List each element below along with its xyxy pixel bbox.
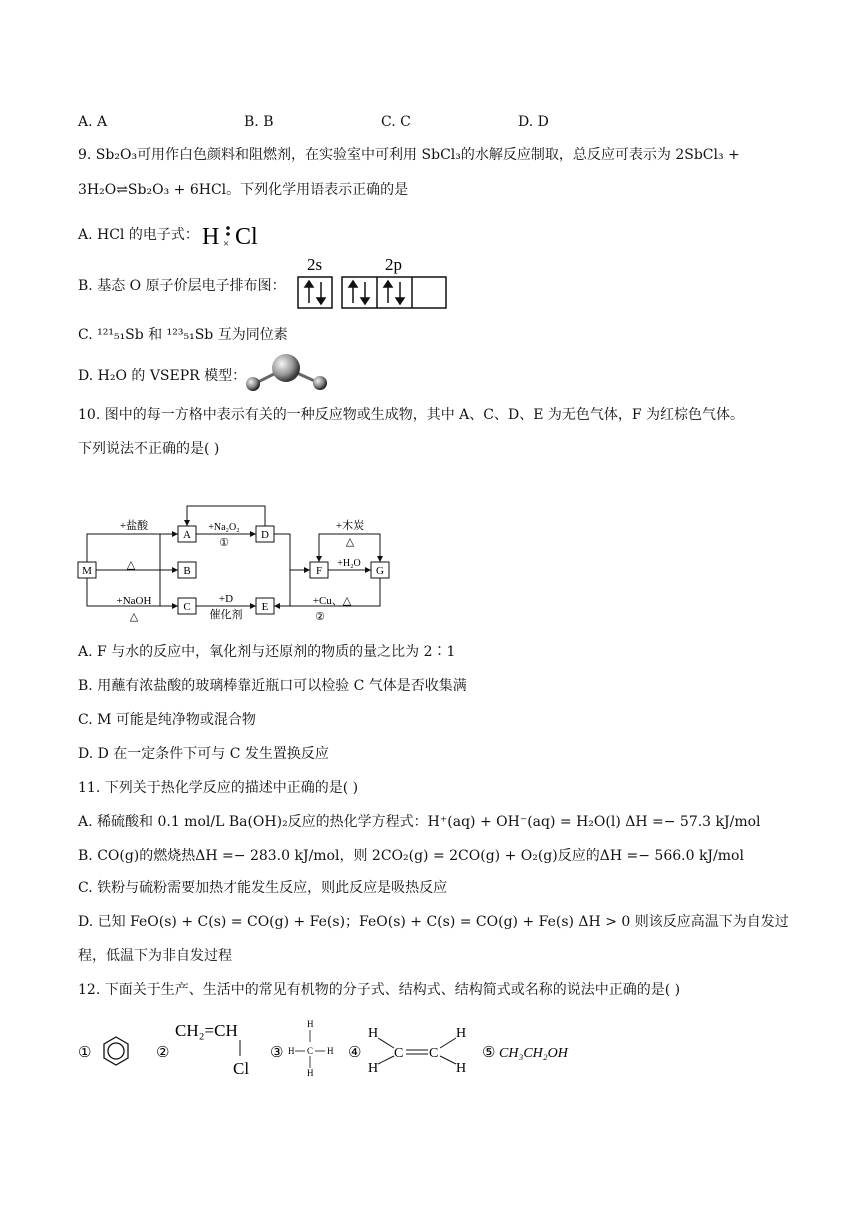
- item-5-marker: ⑤: [482, 1045, 496, 1061]
- q11-option-c: C. 铁粉与硫粉需要加热才能发生反应，则此反应是吸热反应: [78, 880, 448, 896]
- orbital-box-2s: [298, 277, 332, 308]
- q11-option-b: B. CO(g)的燃烧热ΔH =− 283.0 kJ/mol，则 2CO₂(g) = 2CO(g) + O₂(g)反应的ΔH =− 566.0 kJ/mol: [78, 848, 744, 864]
- ethene-c: C: [429, 1046, 439, 1061]
- vinyl-chloride-structure: [175, 1021, 249, 1078]
- ethene-h: H: [456, 1061, 467, 1076]
- ethene-structure: [368, 1026, 466, 1076]
- node-m: M: [82, 565, 92, 577]
- ethene-c: C: [394, 1046, 404, 1061]
- q9-stem-line1: 9. Sb₂O₃可用作白色颜料和阻燃剂，在实验室中可利用 SbCl₃的水解反应制取，总反应可表示为 2SbCl₃ +: [78, 147, 740, 163]
- electron-dot: [226, 226, 230, 230]
- item-1-marker: ①: [78, 1045, 92, 1061]
- q10-option-b: B. 用蘸有浓盐酸的玻璃棒靠近瓶口可以检验 C 气体是否收集满: [78, 678, 467, 694]
- hcl-h-symbol: H: [202, 224, 220, 250]
- orbital-2s-label: 2s: [307, 255, 323, 274]
- label-catalyst: 催化剂: [209, 609, 243, 621]
- q11-stem: 11. 下列关于热化学反应的描述中正确的是( ): [78, 780, 359, 796]
- methane-c: C: [307, 1046, 314, 1056]
- label-step1: ①: [219, 537, 229, 549]
- label-cu: +Cu、△: [312, 595, 352, 607]
- hydrogen-atom: [246, 377, 260, 391]
- node-g: G: [376, 565, 384, 577]
- electron-dot: [226, 232, 230, 236]
- ethene-h: H: [368, 1061, 379, 1076]
- q12-stem: 12. 下面关于生产、生活中的常见有机物的分子式、结构式、结构简式或名称的说法中正确的是( ): [78, 982, 681, 998]
- item-2-marker: ②: [156, 1045, 170, 1061]
- q9-option-b: B. 基态 O 原子价层电子排布图：: [78, 278, 286, 294]
- methane-h-right: H: [327, 1046, 334, 1056]
- electron-arrows: [305, 281, 404, 304]
- label-hcl: +盐酸: [119, 520, 149, 532]
- benzene-ring: [104, 1037, 128, 1065]
- methane-h-top: H: [307, 1019, 314, 1029]
- q11-option-a: A. 稀硫酸和 0.1 mol/L Ba(OH)₂反应的热化学方程式：H⁺(aq) + OH⁻(aq) = H₂O(l) ΔH =− 57.3 kJ/mol: [78, 814, 761, 830]
- q9-stem-line2: 3H₂O⇌Sb₂O₃ + 6HCl。下列化学用语表示正确的是: [78, 182, 409, 198]
- node-f: F: [315, 565, 323, 577]
- q9-option-c: C. ¹²¹₅₁Sb 和 ¹²³₅₁Sb 互为同位素: [78, 327, 288, 343]
- node-c: C: [183, 601, 191, 613]
- q10-option-c: C. M 可能是纯净物或混合物: [78, 712, 256, 728]
- ethanol-formula: CH₃CH₂OH: [499, 1046, 568, 1061]
- q11-option-d-line1: D. 已知 FeO(s) + C(s) = CO(g) + Fe(s)；FeO(s) + C(s) = CO(g) + Fe(s) ΔH > 0 则该反应高温下为自发过: [78, 914, 789, 930]
- prev-option-c: C. C: [381, 114, 411, 130]
- organic-structures: [76, 1012, 596, 1082]
- label-h2o: +H₂O: [337, 558, 361, 569]
- node-d: D: [261, 529, 269, 541]
- label-naoh: +NaOH: [116, 595, 152, 607]
- orbital-diagram: [295, 255, 450, 311]
- label-heat: △: [345, 536, 355, 548]
- label-heat: △: [129, 611, 139, 623]
- q9-option-a-text: A. HCl 的电子式：: [78, 227, 199, 243]
- vinyl-chloride-cl: Cl: [233, 1059, 250, 1078]
- item-3-marker: ③: [270, 1045, 284, 1061]
- prev-option-d: D. D: [518, 114, 549, 130]
- q10-option-a: A. F 与水的反应中，氧化剂与还原剂的物质的量之比为 2∶1: [78, 644, 456, 660]
- prev-option-a: A. A: [78, 114, 108, 130]
- q10-stem-line2: 下列说法不正确的是( ): [78, 441, 220, 457]
- vinyl-chloride-top: CH₂=CH: [175, 1021, 238, 1040]
- label-charcoal: +木炭: [335, 520, 365, 532]
- label-step2: ②: [315, 611, 325, 623]
- node-b: B: [183, 565, 191, 577]
- oxygen-atom: [272, 354, 300, 382]
- ethene-h: H: [456, 1026, 467, 1041]
- q10-option-d: D. D 在一定条件下可与 C 发生置换反应: [78, 746, 329, 762]
- orbital-box-2p: [342, 277, 446, 308]
- methane-h-left: H: [288, 1046, 295, 1056]
- label-plus-d: +D: [218, 593, 234, 605]
- electron-cross: ×: [223, 238, 230, 250]
- hcl-cl-symbol: Cl: [235, 224, 258, 250]
- methane-structure: [288, 1019, 334, 1078]
- prev-option-b: B. B: [244, 114, 274, 130]
- orbital-2p-label: 2p: [385, 255, 402, 274]
- node-a: A: [183, 529, 191, 541]
- label-heat: △: [126, 559, 136, 571]
- q9-option-d: D. H₂O 的 VSEPR 模型：: [78, 368, 247, 384]
- item-4-marker: ④: [348, 1045, 362, 1061]
- hcl-electron-formula: [200, 218, 270, 252]
- methane-h-bottom: H: [307, 1068, 314, 1078]
- q9-option-a: [78, 226, 199, 244]
- label-na2o2: +Na₂O₂: [208, 522, 240, 533]
- q10-stem-line1: 10. 图中的每一方格中表示有关的一种反应物或生成物，其中 A、C、D、E 为无色气体，F 为红棕色气体。: [78, 407, 745, 423]
- q11-option-d-line2: 程，低温下为非自发过程: [78, 948, 232, 964]
- reaction-flow-diagram: [74, 500, 394, 630]
- hydrogen-atom: [313, 376, 327, 390]
- water-vsepr-model: [240, 352, 332, 394]
- ethene-h: H: [368, 1026, 379, 1041]
- node-e: E: [261, 601, 269, 613]
